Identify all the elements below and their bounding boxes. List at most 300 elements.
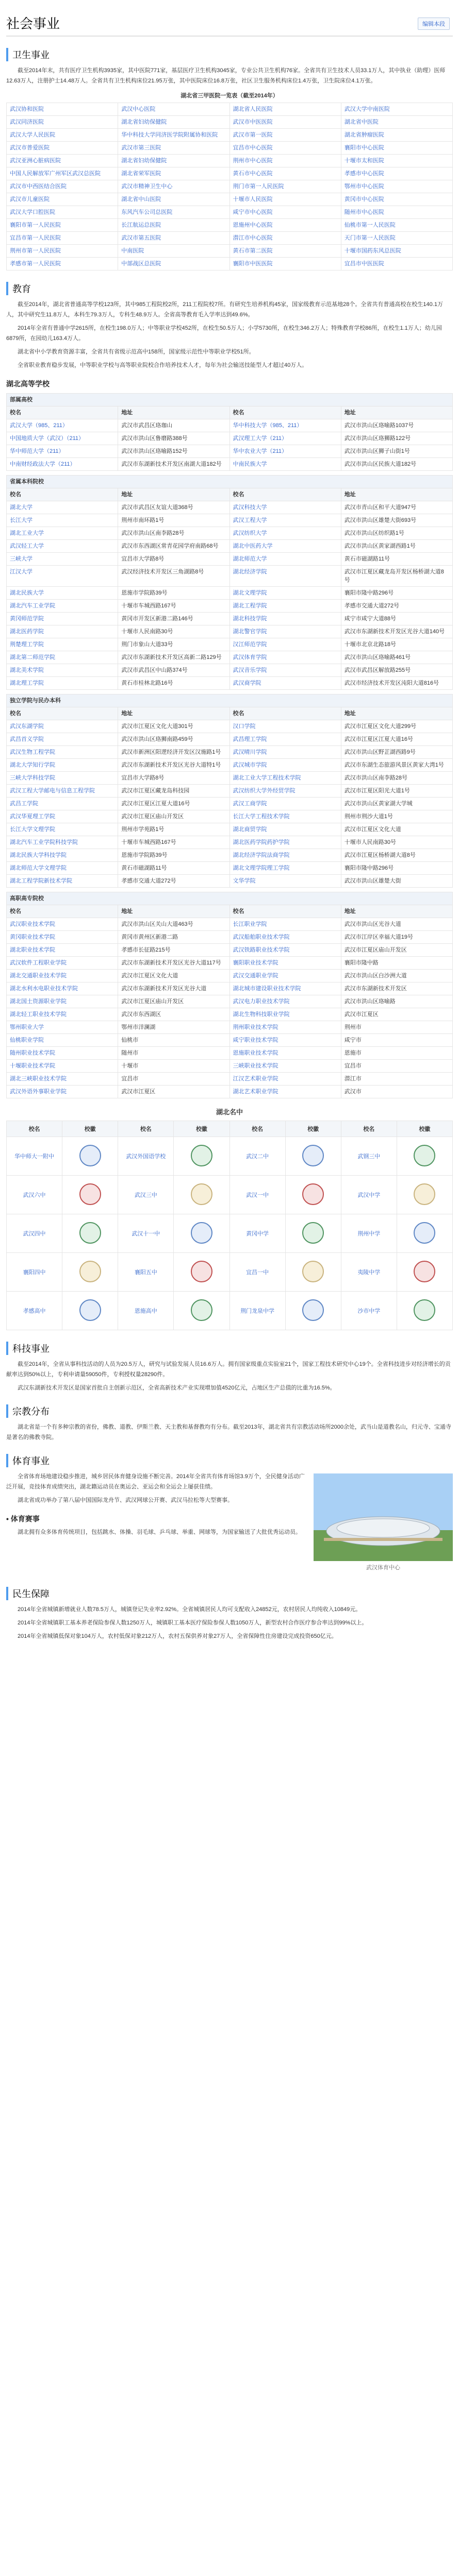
university-address: 武汉市洪山区狮子山街1号 [341,445,452,458]
hospital-link[interactable]: 武汉大学人民医院 [7,129,118,142]
university-link[interactable]: 三峡大学 [7,553,118,566]
hospital-link[interactable]: 武汉市第五医院 [118,232,230,245]
university-address: 武汉市洪山区珞喻路 [341,995,452,1008]
university-link[interactable]: 湖北生物科技职业学院 [230,1008,341,1021]
university-link[interactable]: 三峡职业技术学院 [230,1060,341,1073]
school-link[interactable]: 武汉二中 [230,1137,285,1176]
university-link[interactable]: 长江大学 [7,514,118,527]
university-link[interactable]: 湖北汽车工业学院科技学院 [7,836,118,849]
university-address: 黄石市桂林北路16号 [118,677,230,690]
school-emblem-cell [62,1176,118,1214]
edit-button[interactable]: 编辑本段 [418,18,450,30]
welfare-paragraph-1: 2014年全省城镇新增就业人数78.5万人，城镇登记失业率2.92%。全省城镇居民人均可支配收入24852元，农村居民人均纯收入10849元。 [18,1606,362,1613]
hospital-link[interactable]: 咸宁市中心医院 [230,206,341,219]
university-group-label: 高职高专院校 [7,892,453,905]
university-link[interactable]: 武汉外语外事职业学院 [7,1086,118,1098]
health-heading: 卫生事业 [6,48,453,61]
university-link[interactable]: 恩施职业技术学院 [230,1047,341,1060]
hospital-link[interactable]: 中部战区总医院 [118,258,230,270]
hospital-link[interactable]: 武汉市第一医院 [230,129,341,142]
university-link[interactable]: 文华学院 [230,875,341,888]
university-link[interactable]: 湖北水利水电职业技术学院 [7,982,118,995]
university-address: 武汉市新洲区阳逻经济开发区汉施路1号 [118,746,230,759]
hospital-link[interactable]: 东风汽车公司总医院 [118,206,230,219]
hospital-link[interactable]: 长江航运总医院 [118,219,230,232]
university-address: 武汉市洪山区关山大道463号 [118,918,230,931]
table-row [7,1214,453,1253]
university-address: 武汉市青山区和平大道947号 [341,501,452,514]
hospital-link[interactable]: 武汉大学中南医院 [341,103,452,116]
university-link[interactable]: 湖北大学知行学院 [7,759,118,772]
university-address: 武汉市洪山区南李路28号 [118,527,230,540]
university-link[interactable]: 湖北理工学院 [7,677,118,690]
university-link[interactable]: 十堰职业技术学院 [7,1060,118,1073]
school-link[interactable]: 恩施高中 [118,1292,174,1330]
university-link[interactable]: 中南财经政法大学（211） [7,458,118,471]
hospital-link[interactable]: 潜江市中心医院 [230,232,341,245]
column-header: 校名 [230,707,341,720]
table-row [7,875,453,888]
university-link[interactable]: 中国地质大学（武汉）（211） [7,432,118,445]
school-emblem-icon [302,1299,324,1321]
column-header: 地址 [341,488,452,501]
university-link[interactable]: 湖北工程学院 [230,600,341,613]
university-link[interactable]: 湖北经济学院法商学院 [230,849,341,862]
school-emblem-icon [414,1222,435,1244]
hospital-link[interactable]: 中国人民解放军广州军区武汉总医院 [7,167,118,180]
school-emblem-cell [397,1253,452,1292]
school-emblem-cell [174,1176,230,1214]
university-address: 武汉市洪山区黄家湖西路1号 [341,540,452,553]
school-link[interactable]: 襄阳四中 [7,1253,62,1292]
school-emblem-cell [397,1176,452,1214]
hospital-link[interactable]: 湖北省荣军医院 [118,167,230,180]
university-address: 宜昌市 [341,1060,452,1073]
school-emblem-cell [62,1292,118,1330]
school-link[interactable]: 武汉一中 [230,1176,285,1214]
university-address: 随州市 [118,1047,230,1060]
university-link[interactable]: 湖北工业大学 [7,527,118,540]
university-link[interactable]: 武昌工学院 [7,798,118,810]
university-address: 十堰市人民南路30号 [341,836,452,849]
school-link[interactable]: 华中师大一附中 [7,1137,62,1176]
university-address: 武汉市江夏区 [341,1008,452,1021]
school-link[interactable]: 荆门龙泉中学 [230,1292,285,1330]
school-link[interactable]: 沙市中学 [341,1292,397,1330]
school-link[interactable]: 夷陵中学 [341,1253,397,1292]
university-link[interactable]: 武汉大学（985、211） [7,419,118,432]
university-address: 武汉市东湖新技术开发区光谷大道140号 [341,625,452,638]
university-link[interactable]: 湖北师范大学文理学院 [7,862,118,875]
university-link[interactable]: 武汉轻工大学 [7,540,118,553]
table-row [7,193,453,206]
school-link[interactable]: 武汉三中 [118,1176,174,1214]
university-address: 武汉市洪山区珞喻路461号 [341,651,452,664]
university-address: 黄石市磁湖路11号 [341,553,452,566]
table-row [7,1253,453,1292]
school-emblem-icon [79,1145,101,1166]
hospital-link[interactable]: 武汉市普爱医院 [7,142,118,155]
university-address: 荆州市南环路1号 [118,514,230,527]
university-link[interactable]: 武汉城市学院 [230,759,341,772]
university-address: 襄阳市隆中路 [341,957,452,970]
column-header: 校名 [7,406,118,419]
university-address: 武汉市洪山区野芷湖西路9号 [341,746,452,759]
university-address: 十堰市车城西路167号 [118,836,230,849]
university-link[interactable]: 湖北商贸学院 [230,823,341,836]
hospital-link[interactable]: 黄冈市中心医院 [341,193,452,206]
school-emblem-icon [414,1145,435,1166]
science-paragraph-1: 截至2014年，全省从事科技活动的人员为20.5万人，研究与试验发展人员16.6万人。拥有国家级重点实验室21个，国家工程技术研究中心19个。全省科技进步对经济增长的贡献率达到50%以上，专利申请量59050件，专利授权量28290件。 [6,1361,451,1378]
university-address: 武汉经济技术开发区三角湖路8号 [118,566,230,587]
column-header: 地址 [341,707,452,720]
column-header: 校徽 [397,1121,452,1137]
hospital-link[interactable]: 十堰市国药东风总医院 [341,245,452,258]
university-address: 十堰市 [118,1060,230,1073]
university-address: 咸宁市咸宁大道88号 [341,613,452,625]
university-link[interactable]: 三峡大学科技学院 [7,772,118,785]
university-address: 武汉市江夏区江夏大道16号 [118,798,230,810]
university-address: 鄂州市洋澜湖 [118,1021,230,1034]
table-row [7,142,453,155]
table-row [7,600,453,613]
hospital-link[interactable]: 武汉同济医院 [7,116,118,129]
university-link[interactable]: 黄冈师范学院 [7,613,118,625]
sports-events-heading: • 体育赛事 [6,1515,40,1523]
university-link[interactable]: 湖北文理学院理工学院 [230,862,341,875]
university-address: 恩施市 [341,1047,452,1060]
schools-title: 湖北名中 [216,1108,243,1116]
column-header: 校徽 [285,1121,341,1137]
school-link[interactable]: 武钢三中 [341,1137,397,1176]
table-row [7,116,453,129]
religion-heading: 宗教分布 [6,1404,453,1418]
hospital-link[interactable]: 中南医院 [118,245,230,258]
hospital-link[interactable]: 天门市第一人民医院 [341,232,452,245]
column-header: 地址 [118,406,230,419]
table-row [7,432,453,445]
university-link[interactable]: 武汉生物工程学院 [7,746,118,759]
university-address: 武汉市江夏区文化大道299号 [341,720,452,733]
university-link[interactable]: 随州职业技术学院 [7,1047,118,1060]
university-link[interactable]: 武汉华夏理工学院 [7,810,118,823]
sports-figure [314,1473,453,1571]
university-link[interactable]: 汉江师范学院 [230,638,341,651]
university-link[interactable]: 长江大学文理学院 [7,823,118,836]
university-address: 武汉市东湖新技术开发区高新二路129号 [118,651,230,664]
university-link[interactable]: 湖北美术学院 [7,664,118,677]
university-address: 武汉市 [341,1086,452,1098]
university-address: 武汉市洪山区珞喻路152号 [118,445,230,458]
school-emblem-icon [191,1261,212,1282]
table-row [7,527,453,540]
school-link[interactable]: 武汉四中 [7,1214,62,1253]
school-link[interactable]: 宜昌一中 [230,1253,285,1292]
university-link[interactable]: 武昌理工学院 [230,733,341,746]
university-address: 恩施市学院路39号 [118,587,230,600]
hospital-link[interactable]: 武汉协和医院 [7,103,118,116]
table-row [7,1292,453,1330]
university-address: 武汉市江夏区庙山开发区 [118,810,230,823]
column-header: 校徽 [174,1121,230,1137]
university-address: 武汉市东湖新技术开发区光谷大道 [118,982,230,995]
hospital-link[interactable]: 十堰市人民医院 [230,193,341,206]
university-heading: 湖北高等学校 [6,380,50,388]
university-link[interactable]: 湖北职业技术学院 [7,944,118,957]
school-link[interactable]: 武汉十一中 [118,1214,174,1253]
page [6,13,453,1641]
table-row [7,419,453,432]
university-link[interactable]: 武汉交通职业学院 [230,970,341,982]
school-emblem-cell [174,1253,230,1292]
university-link[interactable]: 湖北工程学院新技术学院 [7,875,118,888]
university-link[interactable]: 湖北大学 [7,501,118,514]
university-link[interactable]: 武汉电力职业技术学院 [230,995,341,1008]
university-link[interactable]: 荆楚理工学院 [7,638,118,651]
university-link[interactable]: 中南民族大学 [230,458,341,471]
hospital-link[interactable]: 荆门市第一人民医院 [230,180,341,193]
university-address: 荆州市荆沙大道1号 [341,810,452,823]
hospital-link[interactable]: 恩施州中心医院 [230,219,341,232]
university-link[interactable]: 汉口学院 [230,720,341,733]
university-address: 孝感市交通大道272号 [118,875,230,888]
university-link[interactable]: 华中师范大学（211） [7,445,118,458]
university-address: 武汉市江夏区藏龙岛科技园 [118,785,230,798]
school-emblem-icon [302,1145,324,1166]
table-row [7,849,453,862]
university-link[interactable]: 华中科技大学（985、211） [230,419,341,432]
table-row [7,785,453,798]
school-emblem-icon [79,1299,101,1321]
hospital-link[interactable]: 宜昌市第一人民医院 [7,232,118,245]
university-link[interactable]: 湖北国土资源职业学院 [7,995,118,1008]
school-emblem-cell [174,1292,230,1330]
university-link[interactable]: 湖北警官学院 [230,625,341,638]
university-link[interactable]: 武昌首义学院 [7,733,118,746]
university-link[interactable]: 湖北工业大学工程技术学院 [230,772,341,785]
table-row [7,155,453,167]
column-header: 校名 [7,707,118,720]
hospital-link[interactable]: 宜昌市中心医院 [230,142,341,155]
school-emblem-icon [302,1222,324,1244]
university-address: 武汉市洪山区珞狮路122号 [341,432,452,445]
university-link[interactable]: 华中农业大学（211） [230,445,341,458]
university-address: 武汉市江夏区阳光大道1号 [341,785,452,798]
university-address: 武汉市洪山区珞喻路1037号 [341,419,452,432]
university-link[interactable]: 湖北第二师范学院 [7,651,118,664]
hospital-link[interactable]: 湖北省妇幼保健院 [118,155,230,167]
hospital-link[interactable]: 武汉中心医院 [118,103,230,116]
hospital-link[interactable]: 黄石市第二医院 [230,245,341,258]
school-emblem-cell [285,1214,341,1253]
university-link[interactable]: 武汉工商学院 [230,798,341,810]
school-emblem-cell [397,1137,452,1176]
hospital-link[interactable]: 荆州市中心医院 [230,155,341,167]
university-address: 宜昌市大学路8号 [118,772,230,785]
hospital-link[interactable]: 十堰市太和医院 [341,155,452,167]
university-link[interactable]: 武汉工程大学邮电与信息工程学院 [7,785,118,798]
university-address: 武汉市武昌区友谊大道368号 [118,501,230,514]
university-link[interactable]: 湖北交通职业技术学院 [7,970,118,982]
table-row [7,798,453,810]
university-address: 武汉市洪山区光谷大道 [341,918,452,931]
school-link[interactable]: 武汉外国语学校 [118,1137,174,1176]
school-emblem-cell [174,1137,230,1176]
university-link[interactable]: 湖北医药学院 [7,625,118,638]
hospital-link[interactable]: 襄阳市中医医院 [230,258,341,270]
university-link[interactable]: 武汉商学院 [230,677,341,690]
school-emblem-cell [174,1214,230,1253]
university-address: 武汉市江夏区江夏大道16号 [341,733,452,746]
university-link[interactable]: 武汉船舶职业技术学院 [230,931,341,944]
hospital-link[interactable]: 随州市中心医院 [341,206,452,219]
table-row [7,553,453,566]
university-link[interactable]: 湖北民族大学科技学院 [7,849,118,862]
university-table [6,475,453,690]
university-link[interactable]: 湖北汽车工业学院 [7,600,118,613]
hospital-link[interactable]: 仙桃市第一人民医院 [341,219,452,232]
hospital-link[interactable]: 孝感市中心医院 [341,167,452,180]
table-row [7,1073,453,1086]
school-emblem-cell [62,1253,118,1292]
hospital-link[interactable]: 武汉大学口腔医院 [7,206,118,219]
hospital-link[interactable]: 武汉市中西医结合医院 [7,180,118,193]
university-address: 武汉市东西湖区常青花园学府南路68号 [118,540,230,553]
university-link[interactable]: 湖北中医药大学 [230,540,341,553]
page-title-text: 社会事业 [6,16,60,31]
university-address: 武汉市洪山区纺织路1号 [341,527,452,540]
university-address: 黄石市磁湖路11号 [118,862,230,875]
university-link[interactable]: 武汉职业技术学院 [7,918,118,931]
table-row [7,1176,453,1214]
university-link[interactable]: 湖北科技学院 [230,613,341,625]
university-address: 武汉市江夏区文化大道 [341,823,452,836]
university-group-label: 省属本科院校 [7,476,453,488]
column-header: 地址 [118,905,230,918]
university-link[interactable]: 鄂州职业大学 [7,1021,118,1034]
religion-paragraph: 湖北省是一个有多种宗教的省份，佛教、道教、伊斯兰教、天主教和基督教均有分布。截至2013年，湖北省共有宗教活动场所2000余处，武当山是道教名山，归元寺、宝通寺是著名的佛教寺院。 [6,1424,451,1440]
university-link[interactable]: 长江大学工程技术学院 [230,810,341,823]
table-row [7,836,453,849]
university-address: 武汉市洪山区雄楚大街 [341,875,452,888]
school-link[interactable]: 孝感高中 [7,1292,62,1330]
table-row [7,1137,453,1176]
hospital-link[interactable]: 荆州市第一人民医院 [7,245,118,258]
table-row [7,540,453,553]
science-heading: 科技事业 [6,1342,453,1355]
university-link[interactable]: 武汉科技大学 [230,501,341,514]
school-emblem-icon [191,1222,212,1244]
university-link[interactable]: 黄冈职业技术学院 [7,931,118,944]
school-link[interactable]: 武汉中学 [341,1176,397,1214]
table-row [7,1047,453,1060]
university-link[interactable]: 武汉理工大学（211） [230,432,341,445]
welfare-heading: 民生保障 [6,1587,453,1600]
university-address: 宜昌市大学路8号 [118,553,230,566]
university-link[interactable]: 湖北文理学院 [230,587,341,600]
table-row [7,445,453,458]
education-paragraph-4: 全省职业教育稳步发展，中等职业学校与高等职业院校合作培养技术人才，每年为社会输送技能型人才超过40万人。 [18,362,308,368]
column-header: 校名 [7,488,118,501]
hospital-link[interactable]: 华中科技大学同济医学院附属协和医院 [118,129,230,142]
stadium-photo[interactable] [314,1473,453,1561]
university-link[interactable]: 武汉纺织大学 [230,527,341,540]
hospital-link[interactable]: 武汉市第三医院 [118,142,230,155]
hospital-link[interactable]: 襄阳市中心医院 [341,142,452,155]
hospital-link[interactable]: 孝感市第一人民医院 [7,258,118,270]
university-link[interactable]: 武汉工程大学 [230,514,341,527]
school-link[interactable]: 襄阳五中 [118,1253,174,1292]
university-link[interactable]: 仙桃职业学院 [7,1034,118,1047]
hospital-link[interactable]: 湖北省中山医院 [118,193,230,206]
university-link[interactable]: 荆州职业技术学院 [230,1021,341,1034]
table-row [7,613,453,625]
hospital-link[interactable]: 武汉市儿童医院 [7,193,118,206]
university-link[interactable]: 武汉软件工程职业学院 [7,957,118,970]
university-link[interactable]: 湖北民族大学 [7,587,118,600]
school-emblem-icon [79,1183,101,1205]
hospital-link[interactable]: 湖北省肿瘤医院 [341,129,452,142]
table-row [7,625,453,638]
university-link[interactable]: 武汉晴川学院 [230,746,341,759]
university-link[interactable]: 武汉东湖学院 [7,720,118,733]
school-emblem-icon [79,1261,101,1282]
hospital-link[interactable]: 湖北省人民医院 [230,103,341,116]
university-link[interactable]: 长江职业学院 [230,918,341,931]
university-link[interactable]: 湖北师范大学 [230,553,341,566]
university-link[interactable]: 江汉大学 [7,566,118,587]
hospital-link[interactable]: 湖北省妇幼保健院 [118,116,230,129]
school-link[interactable]: 荆州中学 [341,1214,397,1253]
university-address: 武汉市江岸区幸福大道19号 [341,931,452,944]
hospital-link[interactable]: 鄂州市中心医院 [341,180,452,193]
university-link[interactable]: 湖北经济学院 [230,566,341,587]
hospital-link[interactable]: 武汉亚洲心脏病医院 [7,155,118,167]
hospital-link[interactable]: 襄阳市第一人民医院 [7,219,118,232]
university-link[interactable]: 武汉纺织大学外经贸学院 [230,785,341,798]
university-address: 武汉市江夏区庙山开发区 [341,944,452,957]
university-link[interactable]: 武汉音乐学院 [230,664,341,677]
university-link[interactable]: 湖北艺术职业学院 [230,1086,341,1098]
hospital-link[interactable]: 黄石市中心医院 [230,167,341,180]
university-link[interactable]: 襄阳职业技术学院 [230,957,341,970]
university-address: 武汉市洪山区珞狮南路459号 [118,733,230,746]
university-link[interactable]: 武汉体育学院 [230,651,341,664]
school-emblem-icon [302,1183,324,1205]
university-link[interactable]: 咸宁职业技术学院 [230,1034,341,1047]
education-paragraph-1: 截至2014年，湖北省普通高等学校123所，其中985工程院校2所，211工程院校7所。有研究生培养机构45家，国家级教育示范基地28个。全省共有普通高校在校生140.1万人，其中研究生11.8万人，本科生79.3万人，专科生48.9万人。全省高等教育毛入学率达到49.6%。 [6,301,443,318]
school-emblem-icon [302,1261,324,1282]
university-address: 荆门市象山大道33号 [118,638,230,651]
hospital-link[interactable]: 武汉市精神卫生中心 [118,180,230,193]
hospital-link[interactable]: 武汉市中医医院 [230,116,341,129]
welfare-paragraph-3: 2014年全省城镇低保对象104万人，农村低保对象212万人，农村五保供养对象27万人，全省保障性住房建设完成投资650亿元。 [18,1633,337,1639]
university-link[interactable]: 武汉铁路职业技术学院 [230,944,341,957]
university-link[interactable]: 湖北医药学院药护学院 [230,836,341,849]
hospital-link[interactable]: 湖北省中医院 [341,116,452,129]
university-link[interactable]: 湖北轻工职业技术学院 [7,1008,118,1021]
university-link[interactable]: 江汉艺术职业学院 [230,1073,341,1086]
school-emblem-cell [397,1292,452,1330]
table-row [7,245,453,258]
school-link[interactable]: 黄冈中学 [230,1214,285,1253]
university-address: 潜江市 [341,1073,452,1086]
university-link[interactable]: 湖北三峡职业技术学院 [7,1073,118,1086]
hospital-link[interactable]: 宜昌市中医医院 [341,258,452,270]
table-row [7,638,453,651]
university-link[interactable]: 湖北城市建设职业技术学院 [230,982,341,995]
school-link[interactable]: 武汉六中 [7,1176,62,1214]
